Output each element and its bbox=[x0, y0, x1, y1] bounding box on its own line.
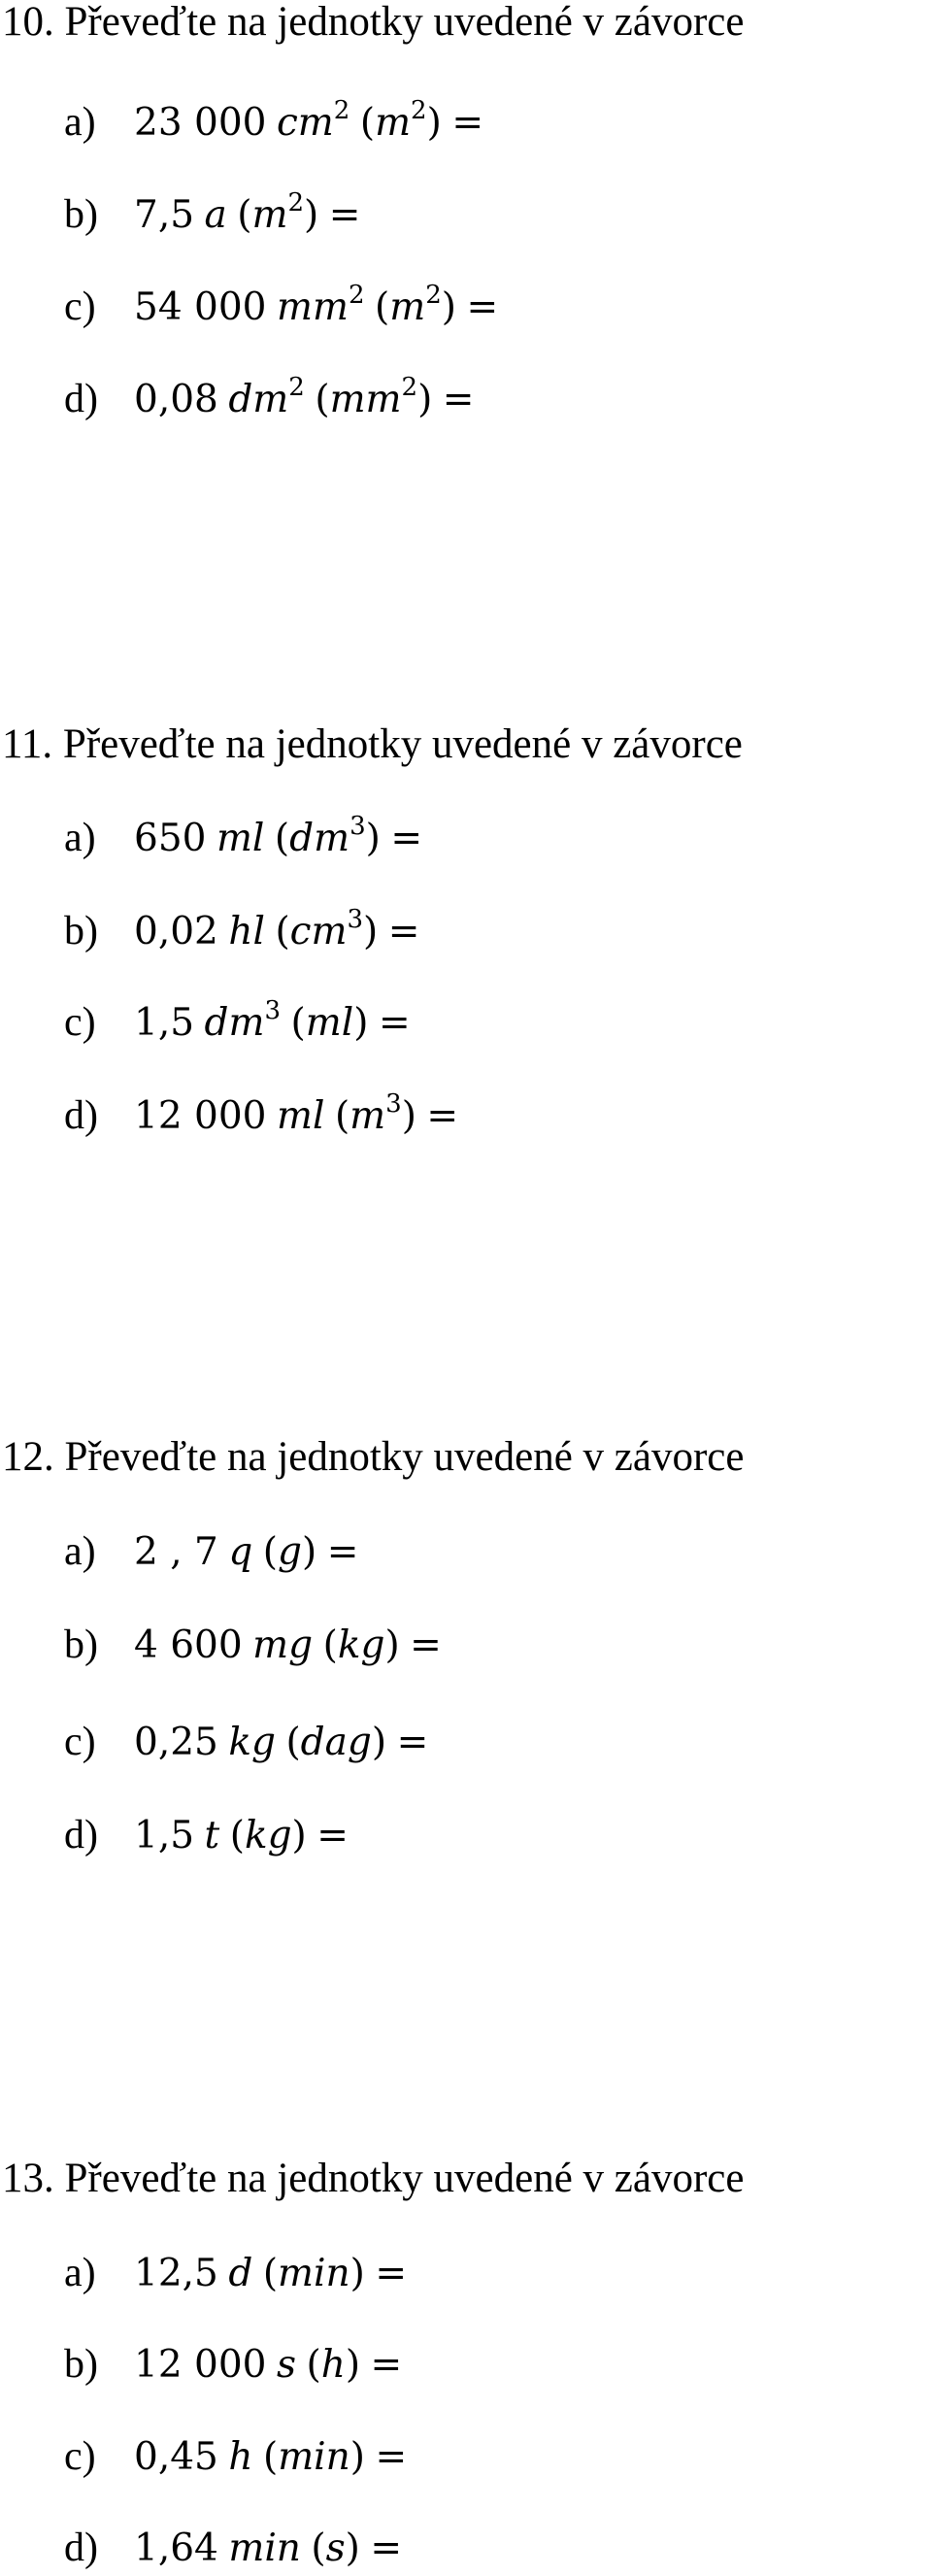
item-unit: min bbox=[228, 2526, 301, 2570]
item-value: 0,08 bbox=[134, 378, 218, 421]
item-equals: = bbox=[390, 817, 423, 860]
item-target: $(mm^2)$ bbox=[315, 373, 433, 421]
item-target: (ml) bbox=[290, 1001, 369, 1045]
item-target: $(dm^3)$ bbox=[274, 812, 381, 860]
item-unit: $dm^3$ bbox=[204, 996, 282, 1045]
item-value: 1,5 bbox=[134, 1814, 195, 1857]
item-unit: hl bbox=[228, 910, 265, 953]
item-11c bbox=[64, 995, 411, 1050]
item-13b bbox=[64, 2337, 402, 2392]
item-unit: h bbox=[228, 2435, 253, 2479]
item-10d bbox=[64, 372, 474, 426]
item-12c bbox=[64, 1715, 428, 1769]
item-value: 1,64 bbox=[134, 2526, 218, 2570]
item-11b bbox=[64, 904, 419, 958]
task-heading: 10. Převeďte na jednotky uvedené v závorce bbox=[2, 0, 745, 45]
item-value: 12,5 bbox=[134, 2252, 218, 2295]
item-10c bbox=[64, 280, 498, 334]
item-unit: kg bbox=[228, 1721, 276, 1764]
item-value: 2 , 7 bbox=[134, 1530, 218, 1574]
item-target: (h) bbox=[306, 2343, 361, 2387]
item-13d bbox=[64, 2521, 402, 2575]
item-label: d) bbox=[64, 1093, 98, 1138]
item-label: d) bbox=[64, 377, 98, 421]
item-equals: = bbox=[426, 1094, 459, 1138]
item-equals: = bbox=[410, 1623, 442, 1667]
item-unit: mg bbox=[252, 1623, 314, 1667]
item-label: d) bbox=[64, 1813, 98, 1857]
item-target: (min) bbox=[262, 2252, 365, 2295]
item-equals: = bbox=[378, 1001, 411, 1045]
item-unit: d bbox=[228, 2252, 253, 2295]
item-12d bbox=[64, 1808, 349, 1862]
item-value: 0,25 bbox=[134, 1721, 218, 1764]
item-unit: q bbox=[228, 1530, 253, 1574]
item-target: (s) bbox=[311, 2526, 360, 2570]
item-value: 12 000 bbox=[134, 2343, 267, 2387]
task-heading: 13. Převeďte na jednotky uvedené v závorce bbox=[2, 2156, 745, 2201]
item-equals: = bbox=[328, 193, 361, 237]
item-target: $(m^2)$ bbox=[374, 281, 456, 329]
item-equals: = bbox=[387, 910, 420, 953]
item-value: 7,5 bbox=[134, 193, 195, 237]
item-target: (dag) bbox=[285, 1721, 387, 1764]
item-13c bbox=[64, 2429, 407, 2484]
item-equals: = bbox=[375, 2252, 408, 2295]
item-label: c) bbox=[64, 1000, 96, 1045]
item-target: (kg) bbox=[322, 1623, 400, 1667]
item-label: d) bbox=[64, 2526, 98, 2570]
item-label: c) bbox=[64, 1720, 96, 1764]
task-12 bbox=[0, 1433, 932, 1482]
item-equals: = bbox=[396, 1721, 429, 1764]
item-label: b) bbox=[64, 2342, 98, 2387]
item-12b bbox=[64, 1618, 442, 1672]
task-11 bbox=[0, 720, 932, 769]
item-unit: s bbox=[276, 2343, 296, 2387]
item-target: $(m^3)$ bbox=[334, 1089, 416, 1138]
item-equals: = bbox=[316, 1814, 349, 1857]
task-heading: 12. Převeďte na jednotky uvedené v závorce bbox=[2, 1434, 745, 1480]
task-10 bbox=[0, 0, 932, 47]
item-value: 54 000 bbox=[134, 285, 267, 329]
item-equals: = bbox=[451, 101, 483, 145]
item-label: c) bbox=[64, 284, 96, 329]
item-value: 650 bbox=[134, 817, 207, 860]
item-label: c) bbox=[64, 2434, 96, 2479]
task-heading: 11. Převeďte na jednotky uvedené v závorce bbox=[2, 721, 743, 767]
item-unit: ml bbox=[216, 817, 265, 860]
item-value: 23 000 bbox=[134, 101, 267, 145]
item-label: b) bbox=[64, 909, 98, 953]
item-10a bbox=[64, 95, 483, 150]
item-10b bbox=[64, 187, 360, 242]
item-unit: $cm^2$ bbox=[276, 96, 350, 145]
item-label: a) bbox=[64, 1529, 96, 1574]
item-equals: = bbox=[375, 2435, 408, 2479]
item-target: (min) bbox=[262, 2435, 365, 2479]
item-equals: = bbox=[370, 2343, 403, 2387]
item-value: 12 000 bbox=[134, 1094, 267, 1138]
item-target: $(m^2)$ bbox=[237, 188, 319, 237]
item-11a bbox=[64, 811, 422, 865]
item-equals: = bbox=[326, 1530, 359, 1574]
item-13a bbox=[64, 2246, 407, 2300]
item-equals: = bbox=[466, 285, 499, 329]
item-equals: = bbox=[442, 378, 475, 421]
item-target: $(m^2)$ bbox=[359, 96, 442, 145]
item-label: a) bbox=[64, 816, 96, 860]
item-target: $(cm^3)$ bbox=[275, 905, 379, 953]
item-12a bbox=[64, 1524, 358, 1579]
item-unit: a bbox=[204, 193, 227, 237]
item-target: (kg) bbox=[229, 1814, 307, 1857]
task-13 bbox=[0, 2155, 932, 2203]
item-unit: t bbox=[204, 1814, 220, 1857]
item-unit: ml bbox=[276, 1094, 325, 1138]
item-equals: = bbox=[370, 2526, 403, 2570]
item-label: b) bbox=[64, 192, 98, 237]
item-unit: $mm^2$ bbox=[276, 281, 365, 329]
item-value: 4 600 bbox=[134, 1623, 243, 1667]
item-label: a) bbox=[64, 100, 96, 145]
item-label: a) bbox=[64, 2251, 96, 2295]
item-label: b) bbox=[64, 1623, 98, 1667]
item-value: 0,45 bbox=[134, 2435, 218, 2479]
item-target: (g) bbox=[262, 1530, 317, 1574]
item-11d bbox=[64, 1088, 458, 1143]
item-unit: $dm^2$ bbox=[228, 373, 305, 421]
item-value: 1,5 bbox=[134, 1001, 195, 1045]
item-value: 0,02 bbox=[134, 910, 218, 953]
